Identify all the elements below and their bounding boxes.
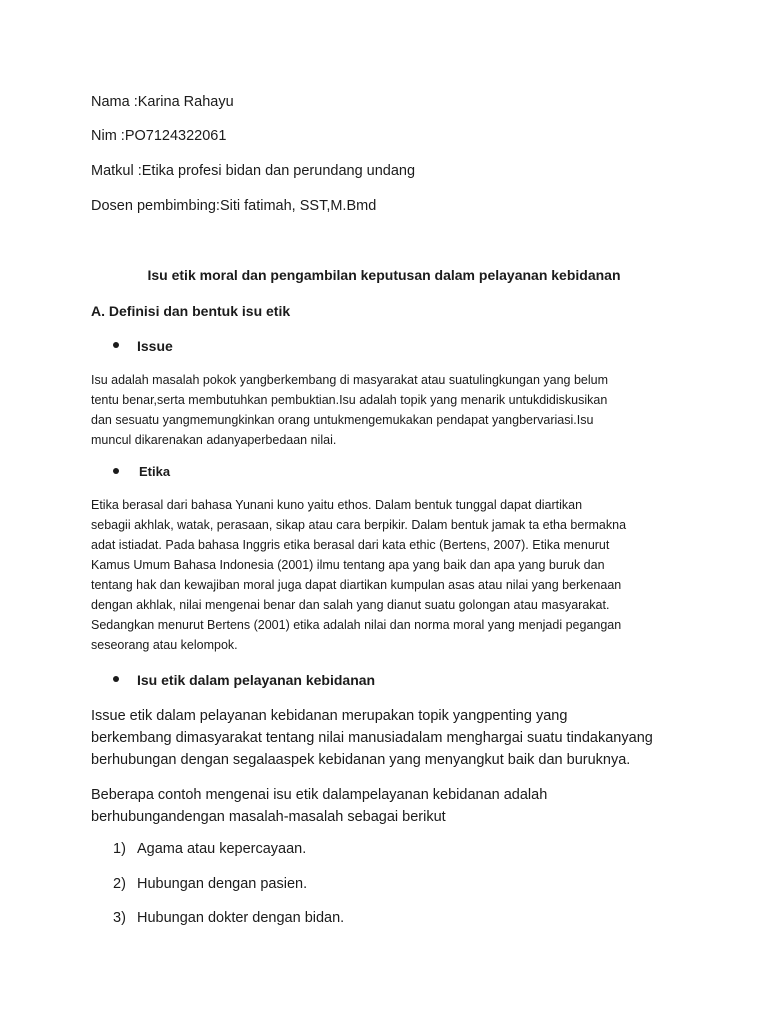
paragraph-line: Issue etik dalam pelayanan kebidanan merupakan topik yangpenting yang — [91, 708, 568, 724]
bullet-issue — [113, 338, 173, 354]
numbered-item — [113, 876, 307, 892]
item-number: 1) — [113, 841, 126, 857]
student-name: Nama :Karina Rahayu — [91, 94, 234, 110]
isu-etik-paragraph-2 — [91, 784, 731, 828]
paragraph-line: adat istiadat. Pada bahasa Inggris etika berasal dari kata ethic (Bertens, 2007). Etika menurut — [91, 538, 610, 552]
supervisor-name: Dosen pembimbing:Siti fatimah, SST,M.Bmd — [91, 198, 377, 214]
numbered-item — [113, 841, 306, 857]
bullet-icon — [113, 676, 119, 682]
bullet-etika-label: Etika — [139, 464, 171, 479]
numbered-item — [113, 910, 344, 926]
paragraph-line: tentu benar,serta membutuhkan pembuktian.Isu adalah topik yang menarik untukdidiskusikan — [91, 393, 608, 407]
bullet-icon — [113, 468, 119, 474]
isu-etik-paragraph-1 — [91, 705, 731, 771]
paragraph-line: sebagii akhlak, watak, perasaan, sikap atau cara berpikir. Dalam bentuk jamak ta etha bermakna — [91, 518, 627, 532]
paragraph-line: Beberapa contoh mengenai isu etik dalampelayanan kebidanan adalah — [91, 787, 548, 803]
paragraph-line: Kamus Umum Bahasa Indonesia (2001) ilmu tentang apa yang baik dan apa yang buruk dan — [91, 558, 605, 572]
item-text: Hubungan dokter dengan bidan. — [137, 910, 345, 926]
paragraph-line: berhubungandengan masalah-masalah sebagai berikut — [91, 809, 446, 825]
paragraph-line: berkembang dimasyarakat tentang nilai manusiadalam menghargai suatu tindakanyang — [91, 730, 653, 746]
paragraph-line: dengan akhlak, nilai mengenai benar dan salah yang dianut suatu golongan atau masyarakat. — [91, 598, 610, 612]
item-number: 2) — [113, 876, 126, 892]
paragraph-line: Etika berasal dari bahasa Yunani kuno yaitu ethos. Dalam bentuk tunggal dapat diartikan — [91, 498, 583, 512]
item-text: Agama atau kepercayaan. — [137, 841, 307, 857]
issue-paragraph — [91, 370, 691, 450]
paragraph-line: Isu adalah masalah pokok yangberkembang di masyarakat atau suatulingkungan yang belum — [91, 373, 608, 387]
bullet-isu-etik — [113, 672, 375, 688]
bullet-icon — [113, 342, 119, 348]
course-name: Matkul :Etika profesi bidan dan perundang undang — [91, 163, 416, 179]
paragraph-line: dan sesuatu yangmemungkinkan orang untukmengemukakan pendapat yangbervariasi.Isu — [91, 413, 594, 427]
item-text: Hubungan dengan pasien. — [137, 876, 308, 892]
paragraph-line: berhubungan dengan segalaaspek kebidanan yang menyangkut baik dan buruknya. — [91, 752, 631, 768]
student-nim: Nim :PO7124322061 — [91, 128, 227, 144]
bullet-isu-etik-label: Isu etik dalam pelayanan kebidanan — [137, 672, 376, 688]
paragraph-line: Sedangkan menurut Bertens (2001) etika adalah nilai dan norma moral yang menjadi pegangan — [91, 618, 622, 632]
item-number: 3) — [113, 910, 126, 926]
document-title: Isu etik moral dan pengambilan keputusan dalam pelayanan kebidanan — [147, 267, 621, 283]
bullet-etika — [113, 464, 170, 479]
etika-paragraph — [91, 495, 691, 655]
paragraph-line: seseorang atau kelompok. — [91, 638, 238, 652]
paragraph-line: tentang hak dan kewajiban moral juga dapat diartikan kumpulan asas atau nilai yang berkenaan — [91, 578, 622, 592]
bullet-issue-label: Issue — [137, 338, 173, 354]
paragraph-line: muncul dikarenakan adanyaperbedaan nilai. — [91, 433, 337, 447]
section-a-heading: A. Definisi dan bentuk isu etik — [91, 303, 291, 319]
